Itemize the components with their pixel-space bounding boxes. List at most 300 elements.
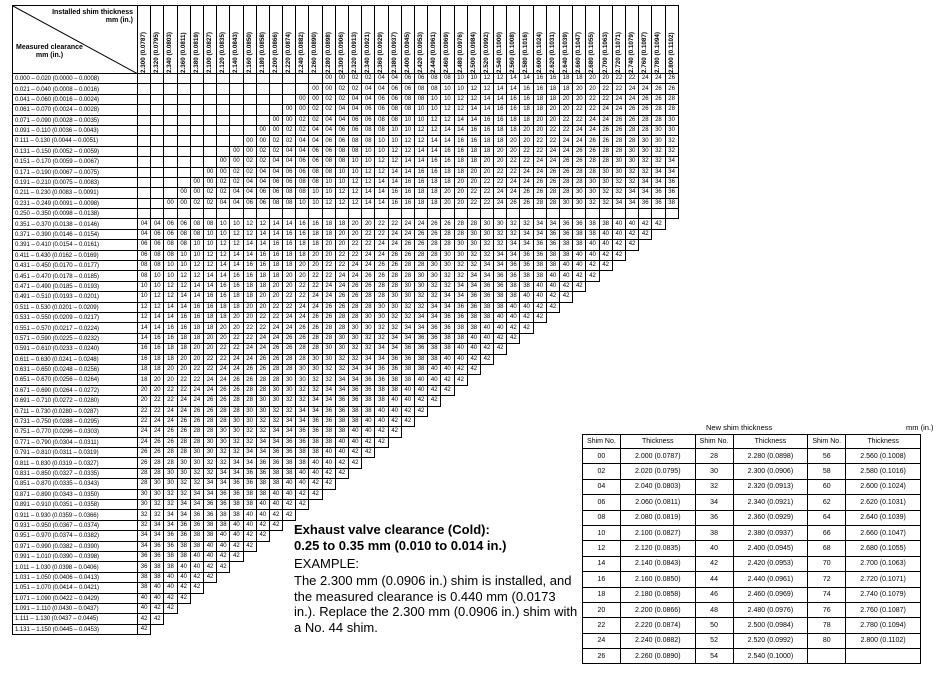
shim-thickness: 2.200 (0.0866) xyxy=(620,602,695,617)
matrix-cell: 02 xyxy=(296,125,309,135)
column-header-label: 2.620 (0.1031) xyxy=(548,32,556,73)
matrix-cell: 42 xyxy=(349,448,362,458)
matrix-empty xyxy=(573,406,586,416)
matrix-cell: 04 xyxy=(283,146,296,156)
matrix-empty xyxy=(494,437,507,447)
shim-thickness: 2.720 (0.1071) xyxy=(846,572,921,587)
matrix-cell: 42 xyxy=(520,312,533,322)
matrix-empty xyxy=(533,500,546,510)
matrix-cell: 12 xyxy=(428,115,441,125)
shim-row xyxy=(583,602,921,617)
matrix-cell: 28 xyxy=(586,157,599,167)
matrix-empty xyxy=(349,468,362,478)
matrix-cell: 30 xyxy=(177,458,190,468)
matrix-empty xyxy=(652,323,665,333)
matrix-empty xyxy=(586,323,599,333)
matrix-cell: 36 xyxy=(296,437,309,447)
matrix-empty xyxy=(625,250,638,260)
matrix-cell: 30 xyxy=(296,375,309,385)
matrix-cell: 40 xyxy=(375,416,388,426)
matrix-empty xyxy=(586,344,599,354)
matrix-cell: 40 xyxy=(362,427,375,437)
matrix-cell: 06 xyxy=(256,198,269,208)
installed-shim-column-header xyxy=(375,6,388,74)
matrix-cell: 30 xyxy=(322,354,335,364)
matrix-cell: 36 xyxy=(573,219,586,229)
matrix-cell: 06 xyxy=(138,250,151,260)
shim-number: 42 xyxy=(695,556,733,571)
matrix-cell: 42 xyxy=(454,375,467,385)
matrix-cell: 42 xyxy=(256,520,269,530)
matrix-cell: 28 xyxy=(296,344,309,354)
matrix-cell: 40 xyxy=(573,250,586,260)
matrix-cell: 18 xyxy=(533,94,546,104)
matrix-empty xyxy=(586,375,599,385)
matrix-empty xyxy=(520,406,533,416)
matrix-cell: 28 xyxy=(454,229,467,239)
matrix-empty xyxy=(375,500,388,510)
matrix-cell: 28 xyxy=(217,406,230,416)
matrix-cell: 04 xyxy=(217,198,230,208)
matrix-cell: 12 xyxy=(151,302,164,312)
matrix-cell: 32 xyxy=(335,354,348,364)
matrix-cell: 02 xyxy=(256,157,269,167)
matrix-cell: 04 xyxy=(309,125,322,135)
matrix-cell: 22 xyxy=(349,240,362,250)
matrix-cell: 26 xyxy=(652,84,665,94)
matrix-cell: 28 xyxy=(243,385,256,395)
matrix-cell: 08 xyxy=(203,219,216,229)
shim-number: 76 xyxy=(808,602,846,617)
matrix-cell: 30 xyxy=(454,250,467,260)
matrix-cell: 36 xyxy=(652,188,665,198)
matrix-cell xyxy=(190,115,203,125)
matrix-cell: 40 xyxy=(269,500,282,510)
matrix-cell xyxy=(203,157,216,167)
matrix-cell: 24 xyxy=(560,146,573,156)
matrix-cell: 18 xyxy=(546,84,559,94)
matrix-cell: 24 xyxy=(652,74,665,84)
matrix-cell: 40 xyxy=(203,541,216,551)
matrix-row xyxy=(13,448,679,458)
matrix-cell: 24 xyxy=(494,188,507,198)
matrix-cell: 38 xyxy=(190,541,203,551)
matrix-empty xyxy=(441,468,454,478)
matrix-cell: 26 xyxy=(560,157,573,167)
shim-number: 24 xyxy=(583,633,621,648)
matrix-cell: 18 xyxy=(138,364,151,374)
shim-thickness: 2.000 (0.0787) xyxy=(620,449,695,464)
matrix-empty xyxy=(533,375,546,385)
matrix-empty xyxy=(652,364,665,374)
matrix-cell: 10 xyxy=(151,271,164,281)
matrix-cell: 34 xyxy=(507,250,520,260)
measured-clearance-label-line1: Measured clearance xyxy=(16,44,83,51)
matrix-cell: 16 xyxy=(309,219,322,229)
matrix-empty xyxy=(454,510,467,520)
matrix-cell: 16 xyxy=(414,177,427,187)
matrix-cell: 42 xyxy=(269,510,282,520)
matrix-cell xyxy=(177,177,190,187)
measured-clearance-row-label: 0.951 – 0.970 (0.0374 – 0.0382) xyxy=(13,531,138,541)
matrix-empty xyxy=(560,458,573,468)
matrix-cell xyxy=(283,74,296,84)
matrix-cell: 36 xyxy=(283,437,296,447)
matrix-cell: 24 xyxy=(546,157,559,167)
matrix-cell: 38 xyxy=(138,583,151,593)
matrix-row xyxy=(13,261,679,271)
matrix-cell: 36 xyxy=(256,468,269,478)
matrix-cell xyxy=(217,94,230,104)
matrix-cell: 40 xyxy=(190,551,203,561)
matrix-cell: 16 xyxy=(296,229,309,239)
matrix-cell: 14 xyxy=(375,188,388,198)
matrix-cell: 24 xyxy=(283,323,296,333)
matrix-empty xyxy=(599,375,612,385)
matrix-cell: 36 xyxy=(269,448,282,458)
matrix-empty xyxy=(533,448,546,458)
matrix-cell: 38 xyxy=(480,312,493,322)
matrix-cell: 34 xyxy=(138,541,151,551)
matrix-empty xyxy=(243,572,256,582)
matrix-cell xyxy=(151,84,164,94)
matrix-empty xyxy=(612,354,625,364)
matrix-empty xyxy=(217,593,230,603)
matrix-cell xyxy=(401,209,414,219)
installed-shim-column-header xyxy=(599,6,612,74)
matrix-cell xyxy=(283,209,296,219)
matrix-cell: 26 xyxy=(546,167,559,177)
shim-thickness: 2.680 (0.1055) xyxy=(846,541,921,556)
matrix-cell: 06 xyxy=(322,136,335,146)
matrix-cell xyxy=(151,125,164,135)
matrix-empty xyxy=(256,593,269,603)
column-header-label: 2.160 (0.0850) xyxy=(245,32,253,73)
matrix-empty xyxy=(546,396,559,406)
matrix-cell: 18 xyxy=(164,344,177,354)
column-header-label: 2.300 (0.0787) xyxy=(140,32,147,73)
matrix-empty xyxy=(586,312,599,322)
matrix-cell: 12 xyxy=(177,281,190,291)
matrix-empty xyxy=(494,427,507,437)
matrix-empty xyxy=(494,458,507,468)
matrix-cell: 26 xyxy=(612,125,625,135)
shim-thickness: 2.460 (0.0969) xyxy=(733,587,808,602)
matrix-empty xyxy=(533,489,546,499)
matrix-cell xyxy=(190,209,203,219)
measured-clearance-row-label: 0.021 – 0.040 (0.0008 – 0.0016) xyxy=(13,84,138,94)
matrix-cell: 24 xyxy=(375,250,388,260)
matrix-cell: 30 xyxy=(612,157,625,167)
matrix-cell: 26 xyxy=(414,240,427,250)
matrix-empty xyxy=(309,510,322,520)
matrix-cell: 06 xyxy=(151,240,164,250)
matrix-cell: 20 xyxy=(190,354,203,364)
matrix-cell: 20 xyxy=(573,84,586,94)
matrix-cell: 36 xyxy=(375,375,388,385)
matrix-cell: 32 xyxy=(494,229,507,239)
matrix-cell: 20 xyxy=(546,105,559,115)
matrix-cell: 12 xyxy=(190,271,203,281)
shim-row xyxy=(583,541,921,556)
matrix-cell: 40 xyxy=(573,261,586,271)
matrix-cell: 34 xyxy=(203,479,216,489)
installed-shim-column-header xyxy=(414,6,427,74)
matrix-row xyxy=(13,229,679,239)
matrix-empty xyxy=(480,510,493,520)
shim-number: 36 xyxy=(695,510,733,525)
matrix-empty xyxy=(335,489,348,499)
matrix-cell: 28 xyxy=(322,323,335,333)
shim-header-thickness-1: Thickness xyxy=(620,435,695,449)
matrix-empty xyxy=(586,385,599,395)
matrix-cell: 32 xyxy=(494,240,507,250)
matrix-empty xyxy=(480,500,493,510)
matrix-empty xyxy=(639,333,652,343)
matrix-cell: 36 xyxy=(203,500,216,510)
matrix-cell: 40 xyxy=(507,312,520,322)
shim-row xyxy=(583,510,921,525)
matrix-empty xyxy=(441,437,454,447)
matrix-cell: 42 xyxy=(296,489,309,499)
matrix-cell: 30 xyxy=(454,240,467,250)
matrix-cell: 26 xyxy=(599,125,612,135)
matrix-empty xyxy=(586,396,599,406)
matrix-cell: 40 xyxy=(507,302,520,312)
matrix-header-row xyxy=(13,6,679,74)
matrix-cell: 12 xyxy=(243,229,256,239)
matrix-cell: 16 xyxy=(190,312,203,322)
matrix-cell xyxy=(256,94,269,104)
matrix-row xyxy=(13,364,679,374)
matrix-empty xyxy=(612,385,625,395)
matrix-cell: 36 xyxy=(665,177,678,187)
matrix-cell: 08 xyxy=(414,84,427,94)
matrix-cell: 36 xyxy=(639,198,652,208)
matrix-cell: 30 xyxy=(362,323,375,333)
matrix-cell: 28 xyxy=(177,448,190,458)
matrix-cell: 12 xyxy=(256,219,269,229)
matrix-empty xyxy=(533,437,546,447)
matrix-cell xyxy=(177,84,190,94)
matrix-empty xyxy=(507,354,520,364)
matrix-cell: 40 xyxy=(467,333,480,343)
matrix-cell: 20 xyxy=(269,281,282,291)
matrix-cell: 36 xyxy=(546,240,559,250)
matrix-cell xyxy=(203,105,216,115)
matrix-cell: 42 xyxy=(256,531,269,541)
matrix-cell: 38 xyxy=(362,406,375,416)
matrix-empty xyxy=(322,510,335,520)
matrix-cell: 34 xyxy=(480,261,493,271)
measured-clearance-row-label: 0.091 – 0.110 (0.0036 – 0.0043) xyxy=(13,125,138,135)
matrix-empty xyxy=(494,489,507,499)
matrix-cell: 34 xyxy=(151,520,164,530)
matrix-cell: 00 xyxy=(309,94,322,104)
matrix-cell: 32 xyxy=(362,344,375,354)
matrix-row xyxy=(13,437,679,447)
matrix-cell xyxy=(230,136,243,146)
matrix-cell: 42 xyxy=(625,229,638,239)
matrix-empty xyxy=(665,271,678,281)
matrix-empty xyxy=(625,323,638,333)
matrix-empty xyxy=(428,416,441,426)
matrix-cell: 22 xyxy=(309,271,322,281)
matrix-empty xyxy=(269,572,282,582)
matrix-cell: 14 xyxy=(454,115,467,125)
matrix-cell: 30 xyxy=(164,479,177,489)
matrix-cell: 34 xyxy=(256,437,269,447)
matrix-cell: 24 xyxy=(349,271,362,281)
matrix-cell: 42 xyxy=(612,250,625,260)
matrix-cell: 16 xyxy=(256,261,269,271)
matrix-cell: 28 xyxy=(599,157,612,167)
matrix-cell: 26 xyxy=(428,219,441,229)
matrix-cell xyxy=(639,209,652,219)
matrix-cell: 36 xyxy=(164,531,177,541)
matrix-cell: 38 xyxy=(480,302,493,312)
matrix-cell: 10 xyxy=(428,94,441,104)
matrix-empty xyxy=(560,312,573,322)
matrix-cell: 22 xyxy=(573,105,586,115)
matrix-cell: 22 xyxy=(388,219,401,229)
matrix-cell: 38 xyxy=(494,302,507,312)
matrix-cell: 32 xyxy=(138,520,151,530)
matrix-empty xyxy=(454,396,467,406)
matrix-cell: 38 xyxy=(243,489,256,499)
matrix-empty xyxy=(546,344,559,354)
matrix-cell: 16 xyxy=(401,188,414,198)
matrix-cell: 34 xyxy=(335,375,348,385)
matrix-empty xyxy=(362,500,375,510)
matrix-cell: 36 xyxy=(533,250,546,260)
shim-thickness xyxy=(846,649,921,664)
matrix-cell: 14 xyxy=(177,292,190,302)
matrix-cell: 30 xyxy=(428,271,441,281)
matrix-cell: 22 xyxy=(177,375,190,385)
matrix-cell: 08 xyxy=(428,74,441,84)
matrix-cell: 22 xyxy=(586,94,599,104)
matrix-cell: 36 xyxy=(190,510,203,520)
matrix-cell: 10 xyxy=(164,261,177,271)
matrix-cell: 12 xyxy=(375,157,388,167)
matrix-cell xyxy=(230,115,243,125)
matrix-cell: 30 xyxy=(335,333,348,343)
matrix-cell xyxy=(269,209,282,219)
matrix-empty xyxy=(573,333,586,343)
matrix-empty xyxy=(269,624,282,634)
shim-number: 72 xyxy=(808,572,846,587)
matrix-empty xyxy=(230,614,243,624)
matrix-empty xyxy=(560,427,573,437)
matrix-cell: 22 xyxy=(362,229,375,239)
matrix-cell: 10 xyxy=(138,281,151,291)
matrix-cell: 42 xyxy=(507,333,520,343)
shim-row xyxy=(583,525,921,540)
matrix-cell: 34 xyxy=(401,323,414,333)
matrix-empty xyxy=(533,510,546,520)
matrix-empty xyxy=(560,416,573,426)
matrix-cell: 20 xyxy=(454,188,467,198)
matrix-cell: 16 xyxy=(217,292,230,302)
matrix-cell: 10 xyxy=(414,105,427,115)
matrix-cell: 22 xyxy=(322,261,335,271)
column-header-label: 2.320 (0.0913) xyxy=(351,32,358,73)
matrix-empty xyxy=(480,479,493,489)
matrix-empty xyxy=(401,489,414,499)
matrix-empty xyxy=(586,406,599,416)
matrix-empty xyxy=(520,427,533,437)
matrix-row xyxy=(13,468,679,478)
shim-table-header-row xyxy=(583,435,921,449)
matrix-cell xyxy=(177,94,190,104)
matrix-row xyxy=(13,157,679,167)
matrix-empty xyxy=(388,448,401,458)
matrix-cell: 36 xyxy=(283,448,296,458)
measured-clearance-row-label: 0.231 – 0.249 (0.0091 – 0.0098) xyxy=(13,198,138,208)
shim-header-no-2: Shim No. xyxy=(695,435,733,449)
matrix-cell: 28 xyxy=(652,115,665,125)
matrix-cell: 40 xyxy=(309,468,322,478)
matrix-empty xyxy=(203,614,216,624)
matrix-cell: 10 xyxy=(335,167,348,177)
matrix-cell: 38 xyxy=(151,562,164,572)
matrix-cell: 02 xyxy=(203,198,216,208)
matrix-empty xyxy=(625,406,638,416)
matrix-cell: 18 xyxy=(190,323,203,333)
installed-shim-column-header xyxy=(560,6,573,74)
matrix-cell: 20 xyxy=(533,115,546,125)
matrix-cell: 26 xyxy=(533,177,546,187)
matrix-cell: 26 xyxy=(652,94,665,104)
matrix-empty xyxy=(388,489,401,499)
matrix-row xyxy=(13,333,679,343)
matrix-cell: 26 xyxy=(665,74,678,84)
matrix-cell: 20 xyxy=(467,177,480,187)
matrix-cell xyxy=(190,94,203,104)
matrix-empty xyxy=(414,510,427,520)
matrix-empty xyxy=(560,406,573,416)
installed-shim-column-header xyxy=(362,6,375,74)
matrix-empty xyxy=(612,292,625,302)
matrix-cell: 08 xyxy=(164,250,177,260)
matrix-cell: 30 xyxy=(296,364,309,374)
matrix-cell: 36 xyxy=(217,489,230,499)
matrix-cell: 18 xyxy=(296,250,309,260)
matrix-empty xyxy=(520,458,533,468)
measured-clearance-row-label: 0.250 – 0.350 (0.0098 – 0.0138) xyxy=(13,209,138,219)
matrix-empty xyxy=(428,448,441,458)
matrix-cell: 04 xyxy=(151,219,164,229)
matrix-cell: 30 xyxy=(441,250,454,260)
column-header-label: 2.540 (0.1000) xyxy=(496,32,504,73)
matrix-cell: 10 xyxy=(151,281,164,291)
matrix-empty xyxy=(612,323,625,333)
matrix-cell: 16 xyxy=(533,74,546,84)
measured-clearance-row-label: 0.691 – 0.710 (0.0272 – 0.0280) xyxy=(13,396,138,406)
matrix-cell xyxy=(151,136,164,146)
matrix-cell: 36 xyxy=(414,344,427,354)
matrix-cell xyxy=(203,94,216,104)
matrix-cell: 20 xyxy=(164,375,177,385)
matrix-cell: 30 xyxy=(269,385,282,395)
shim-thickness: 2.120 (0.0835) xyxy=(620,541,695,556)
matrix-cell: 14 xyxy=(362,188,375,198)
matrix-cell: 34 xyxy=(322,385,335,395)
matrix-cell: 16 xyxy=(269,250,282,260)
matrix-empty xyxy=(349,510,362,520)
matrix-cell xyxy=(388,209,401,219)
